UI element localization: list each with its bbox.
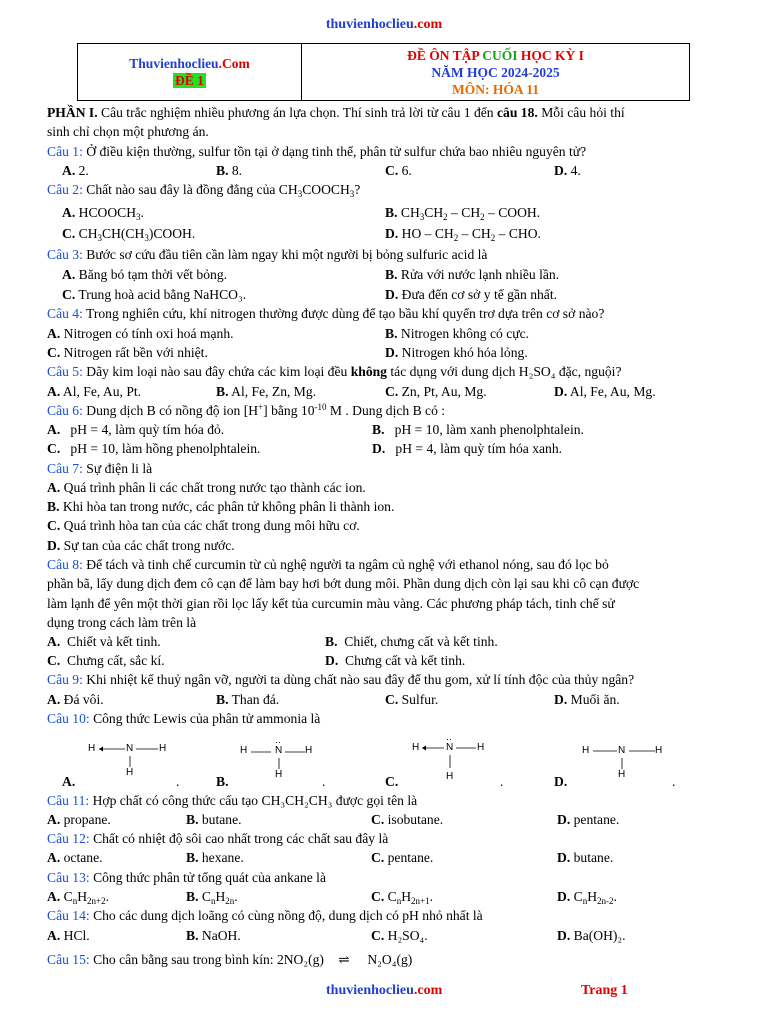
q5-option-b[interactable]: B. Al, Fe, Zn, Mg. [216,384,317,399]
q8-option-c[interactable]: C. Chưng cất, sắc kí. [47,653,165,668]
bond-line-icon [454,744,478,752]
q6-option-c[interactable]: C. pH = 10, làm hồng phenolphtalein. [47,441,261,456]
q8-option-b[interactable]: B. Chiết, chưng cất và kết tinh. [325,634,498,649]
brand: Thuvienhoclieu.Com [129,56,250,71]
question-13: Câu 13: Công thức phân tử tổng quát của ankane là [47,870,326,885]
question-2: Câu 2: Chất nào sau đây là đồng đẳng của $CH_3COOCH_3$? [47,182,361,199]
q4-option-b[interactable]: B. Nitrogen không có cực. [385,326,530,341]
question-12: Câu 12: Chất có nhiệt độ sôi cao nhất trong các chất sau đây là [47,831,389,846]
q6-option-a[interactable]: A. pH = 4, làm quỳ tím hóa đỏ. [47,422,225,437]
q1-option-b[interactable]: B. 8. [216,163,243,178]
q14-option-b[interactable]: B. NaOH. [186,928,241,943]
q9-option-d[interactable]: D. Muối ăn. [554,692,620,707]
q4-option-d[interactable]: D. Nitrogen khó hóa lỏng. [385,345,528,360]
header-right-cell [302,44,690,101]
q4-option-a[interactable]: A. Nitrogen có tính oxi hoá mạnh. [47,326,234,341]
question-5: Câu 5: Dãy kim loại nào sau đây chứa các kim loại đều không tác dụng với dung dịch H₂SO₄ đặc, nguội? [47,364,622,379]
exam-page: thuvienhoclieu.com Thuvienhoclieu.Com ĐỀ 1 ĐỀ ÔN TẬP CUỐI HỌC KỲ I NĂM HỌC 2024-2025 MÔN: HÓA 11 PHẦN I. Câu trắc nghiệm nhiều phương án lựa chọn. Thí sinh trả lời từ câu 1 đến câu 18. Mỗi câu hỏi thí sinh chỉ chọn một phương án. Câu 1: Ở điều kiện thường, sulfur tồn tại ở dạng tinh thể, phân tử sulfur chứa bao nhiêu nguyên tử? A. 2. B. 8. C. 6. D. 4. Câu 2: Chất nào sau đây là đồng đẳng của $CH_3COOCH_3$? A. $HCOOCH_3$. B. $CH_3CH_2 - CH_2$ – COOH. C. $CH_3CH(CH_3)COOH$. D. HO – $CH_2 - CH_2$ – CHO. Câu 3: Bước sơ cứu đầu tiên cần làm ngay khi một người bị bỏng sulfuric acid là A. Băng bó tạm thời vết bỏng. B. Rửa với nước lạnh nhiều lần. C. Trung hoà acid bằng NaHCO₃. D. Đưa đến cơ sở y tế gần nhất. Câu 4: Trong nghiên cứu, khí nitrogen thường được dùng để tạo bầu khí quyển trơ dựa trên cơ sở nào? A. Nitrogen có tính oxi hoá mạnh. B. Nitrogen không có cực. C. Nitrogen rất bền với nhiệt. D. Nitrogen khó hóa lỏng. Câu 5: Dãy kim loại nào sau đây chứa các kim loại đều không tác dụng với dung dịch H₂SO₄ đặc, nguội? A. Al, Fe, Au, Pt. B. Al, Fe, Zn, Mg. C. Zn, Pt, Au, Mg. D. Al, Fe, Au, Mg. Câu 6: Dung dịch B có nồng độ ion [H+] bằng $10^{-10}$ M . Dung dịch B có : A. pH = 4, làm quỳ tím hóa đỏ. B. pH = 10, làm xanh phenolphtalein. C. pH = 10, làm hồng phenolphtalein. D. pH = 4, làm quỳ tím hóa xanh. Câu 7: Sự điện li là A. Quá trình phân li các chất trong nước tạo thành các ion. B. Khi hòa tan trong nước, các phân tử không phân li thành ion. C. Quá trình hòa tan của các chất trong dung môi hữu cơ. D. Sự tan của các chất trong nước. Câu 8: Để tách và tinh chế curcumin từ củ nghệ người ta ngâm củ nghệ với ethanol nóng, sau đó lọc bỏ phần bã, lấy dung dịch đem cô cạn để làm bay hơi bớt dung môi. Phần dung dịch còn lại sau khi cô cạn được làm lạnh để yên một thời gian rồi lọc lấy kết tủa curcumin màu vàng. Các phương pháp tách, tinh chế sử dụng trong cách làm trên là A. Chiết và kết tinh. B. Chiết, chưng cất và kết tinh. C. Chưng cất, sắc kí. D. Chưng cất và kết tinh. Câu 9: Khi nhiệt kế thuỷ ngân vỡ, người ta dùng chất nào sau đây để thu gom, xử lí tính độc của thủy ngân? A. Đá vôi. B. Than đá. C. Sulfur. D. Muối ăn. Câu 10: Công thức Lewis của phân tử ammonia là H N H H A. . H ·· N H H B. . H ·· N H H C. . H N H H D. . Câu 11: Hợp chất có công thức cấu tạo CH₃CH₂CH₃ được gọi tên là A. propane. B. butane. C. isobutane. D. pentane. Câu 12: Chất có nhiệt độ sôi cao nhất trong các chất sau đây là A. octane. B. hexane. C. pentane. D. butane. Câu 13: Công thức phân tử tổng quát của ankane là A. $C_nH_{2n+2}$. B. $C_nH_{2n}$. C. $C_nH_{2n+1}$. D. $C_nH_{2n-2}$. Câu 14: Cho các dung dịch loãng có cùng nồng độ, dung dịch có pH nhỏ nhất là A. HCl. B. NaOH. C. H₂SO₄. D. Ba(OH)₂. Câu 15: Cho cân bằng sau trong bình kín: 2NO₂(g) ⇌ N₂O₄(g) thuvienhoclieu.com Trang 1 [0,0,768,1024]
q12-option-b[interactable]: B. hexane. [186,850,244,865]
question-1: Câu 1: Ở điều kiện thường, sulfur tồn tại ở dạng tinh thể, phân tử sulfur chứa bao nhiêu nguyên tử? [47,144,587,159]
q3-option-d[interactable]: D. Đưa đến cơ sở y tế gần nhất. [385,287,557,302]
question-8-line3: làm lạnh để yên một thời gian rồi lọc lấy kết tủa curcumin màu vàng. Các phương pháp tách, tinh chế sử [47,596,615,611]
q1-option-a[interactable]: A. 2. [62,163,89,178]
subject: MÔN: HÓA 11 [452,81,539,97]
q5-option-a[interactable]: A. Al, Fe, Au, Pt. [47,384,142,399]
question-14: Câu 14: Cho các dung dịch loãng có cùng nồng độ, dung dịch có pH nhỏ nhất là [47,908,483,923]
q1-option-c[interactable]: C. 6. [385,163,412,178]
q3-option-c[interactable]: C. Trung hoà acid bằng NaHCO₃. [62,287,247,302]
part1-intro: PHẦN I. Câu trắc nghiệm nhiều phương án lựa chọn. Thí sinh trả lời từ câu 1 đến câu 18. Mỗi câu hỏi thí [47,105,625,120]
q12-option-c[interactable]: C. pentane. [371,850,434,865]
exam-code: ĐỀ 1 [175,73,204,88]
q11-option-b[interactable]: B. butane. [186,812,242,827]
q7-option-d[interactable]: D. Sự tan của các chất trong nước. [47,538,235,553]
q8-option-d[interactable]: D. Chưng cất và kết tinh. [325,653,466,668]
q6-option-b[interactable]: B. pH = 10, làm xanh phenolphtalein. [372,422,584,437]
q8-option-a[interactable]: A. Chiết và kết tinh. [47,634,161,649]
q11-option-c[interactable]: C. isobutane. [371,812,444,827]
question-9: Câu 9: Khi nhiệt kế thuỷ ngân vỡ, người ta dùng chất nào sau đây để thu gom, xử lí tính độc của thủy ngân? [47,672,635,687]
q7-option-a[interactable]: A. Quá trình phân li các chất trong nước tạo thành các ion. [47,480,366,495]
q1-option-d[interactable]: D. 4. [554,163,581,178]
q9-option-b[interactable]: B. Than đá. [216,692,280,707]
q14-option-d[interactable]: D. Ba(OH)₂. [557,928,626,943]
exam-title: ĐỀ ÔN TẬP CUỐI HỌC KỲ I [407,47,584,63]
question-11: Câu 11: Hợp chất có công thức cấu tạo CH₃CH₂CH₃ được gọi tên là [47,793,418,808]
question-8-line4: dụng trong cách làm trên là [47,615,197,630]
school-year: NĂM HỌC 2024-2025 [431,64,560,80]
q14-option-c[interactable]: C. H₂SO₄. [371,928,428,943]
part1-intro-line2: sinh chỉ chọn một phương án. [47,124,209,139]
q7-option-b[interactable]: B. Khi hòa tan trong nước, các phân tử không phân li thành ion. [47,499,395,514]
q11-option-a[interactable]: A. propane. [47,812,111,827]
question-3: Câu 3: Bước sơ cứu đầu tiên cần làm ngay khi một người bị bỏng sulfuric acid là [47,247,488,262]
q13-option-b[interactable]: B. $C_nH_{2n}$. [186,889,238,906]
bond-line-icon [591,747,619,755]
q2-option-c[interactable]: C. $CH_3CH(CH_3)COOH$. [62,226,196,243]
question-10: Câu 10: Công thức Lewis của phân tử ammonia là [47,711,321,726]
bond-line-icon [134,745,160,753]
q13-option-c[interactable]: C. $C_nH_{2n+1}$. [371,889,434,906]
q3-option-a[interactable]: A. Băng bó tạm thời vết bỏng. [62,267,228,282]
q2-option-b[interactable]: B. $CH_3CH_2 - CH_2$ – COOH. [385,205,541,222]
page-number: Trang 1 [581,983,628,998]
q9-option-c[interactable]: C. Sulfur. [385,692,439,707]
question-7: Câu 7: Sự điện li là [47,461,153,476]
q7-option-c[interactable]: C. Quá trình hòa tan của các chất trong dung môi hữu cơ. [47,518,360,533]
question-15: Câu 15: Cho cân bằng sau trong bình kín: 2NO₂(g) ⇌ N₂O₄(g) [47,952,413,967]
bond-arrow-icon [97,745,129,753]
q13-option-d[interactable]: D. $C_nH_{2n-2}$. [557,889,617,906]
q6-option-d[interactable]: D. pH = 4, làm quỳ tím hóa xanh. [372,441,563,456]
q9-option-a[interactable]: A. Đá vôi. [47,692,104,707]
question-8: Câu 8: Để tách và tinh chế curcumin từ củ nghệ người ta ngâm củ nghệ với ethanol nóng, sau đó lọc bỏ [47,557,609,572]
exam-header-table [77,43,690,101]
question-4: Câu 4: Trong nghiên cứu, khí nitrogen thường được dùng để tạo bầu khí quyển trơ dựa trên cơ sở nào? [47,306,605,321]
bond-arrow-icon [420,744,446,752]
q5-option-d[interactable]: D. Al, Fe, Au, Mg. [554,384,656,399]
equilibrium-arrow-icon: ⇌ [338,952,350,967]
question-8-line2: phần bã, lấy dung dịch đem cô cạn để làm bay hơi bớt dung môi. Phần dung dịch còn lại sau khi cô cạn được [47,576,640,591]
q2-option-d[interactable]: D. HO – $CH_2 - CH_2$ – CHO. [385,226,541,243]
header-left-cell [78,44,302,101]
q4-option-c[interactable]: C. Nitrogen rất bền với nhiệt. [47,345,208,360]
q2-option-a[interactable]: A. $HCOOCH_3$. [62,205,144,222]
q12-option-d[interactable]: D. butane. [557,850,614,865]
question-6: Câu 6: Dung dịch B có nồng độ ion [H+] bằng $10^{-10}$ M . Dung dịch B có : [47,402,446,418]
bond-line-icon [249,748,273,756]
bond-line-icon [283,748,307,756]
q11-option-d[interactable]: D. pentane. [557,812,620,827]
bond-line-icon [447,755,453,769]
q13-option-a[interactable]: A. $C_nH_{2n+2}$. [47,889,110,906]
footer-site[interactable]: thuvienhoclieu.com [326,983,443,998]
q3-option-b[interactable]: B. Rửa với nước lạnh nhiều lần. [385,267,560,282]
q14-option-a[interactable]: A. HCl. [47,928,90,943]
bond-line-icon [627,747,657,755]
q12-option-a[interactable]: A. octane. [47,850,103,865]
site-header[interactable]: thuvienhoclieu.com [325,17,443,32]
q5-option-c[interactable]: C. Zn, Pt, Au, Mg. [385,384,487,399]
